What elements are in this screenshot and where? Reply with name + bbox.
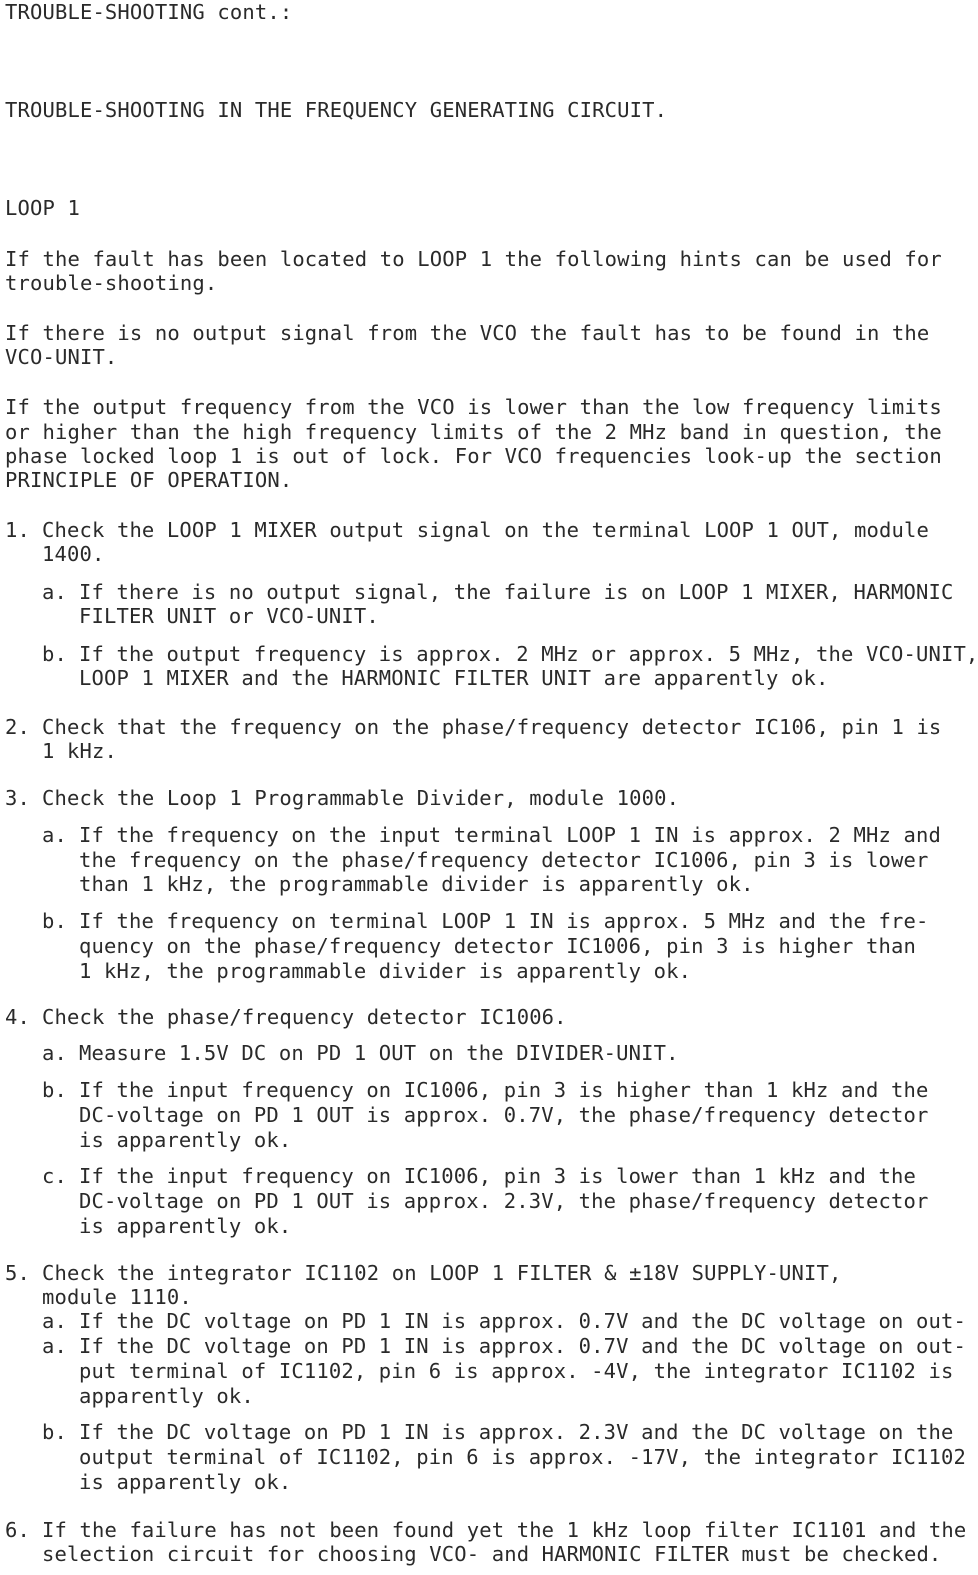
substep-line: the frequency on the phase/frequency detector IC1006, pin 3 is lower xyxy=(79,848,929,872)
step-number: 2. xyxy=(5,715,30,739)
substep-line: If the frequency on the input terminal LOOP 1 IN is approx. 2 MHz and xyxy=(79,823,941,847)
substep-line: put terminal of IC1102, pin 6 is approx. -4V, the integrator IC1102 is xyxy=(79,1359,954,1383)
step-number: 5. xyxy=(5,1261,30,1285)
substep-label: a. xyxy=(42,580,67,604)
substep-line: FILTER UNIT or VCO-UNIT. xyxy=(79,604,379,628)
substep-line: is apparently ok. xyxy=(79,1470,292,1494)
paragraph-line: If the output frequency from the VCO is lower than the low frequency limits xyxy=(5,395,942,419)
substep-line: LOOP 1 MIXER and the HARMONIC FILTER UNIT are apparently ok. xyxy=(79,666,829,690)
paragraph-line: If the fault has been located to LOOP 1 the following hints can be used for xyxy=(5,247,942,271)
substep-line: than 1 kHz, the programmable divider is apparently ok. xyxy=(79,872,754,896)
document-title: TROUBLE-SHOOTING IN THE FREQUENCY GENERATING CIRCUIT. xyxy=(5,98,668,122)
substep-line: DC-voltage on PD 1 OUT is approx. 0.7V, the phase/frequency detector xyxy=(79,1103,929,1127)
substep-label: b. xyxy=(42,1420,67,1444)
substep-line: If the DC voltage on PD 1 IN is approx. 2.3V and the DC voltage on the xyxy=(79,1420,954,1444)
paragraph-line: phase locked loop 1 is out of lock. For VCO frequencies look-up the section xyxy=(5,444,942,468)
paragraph-line: VCO-UNIT. xyxy=(5,345,118,369)
substep-label: a. xyxy=(42,1041,67,1065)
substep-line: If the output frequency is approx. 2 MHz or approx. 5 MHz, the VCO-UNIT, xyxy=(79,642,978,666)
substep-label: a. xyxy=(42,1309,67,1333)
substep-line: 1 kHz, the programmable divider is apparently ok. xyxy=(79,959,692,983)
substep-label: a. xyxy=(42,823,67,847)
substep-line: If the input frequency on IC1006, pin 3 is lower than 1 kHz and the xyxy=(79,1164,916,1188)
substep-line: is apparently ok. xyxy=(79,1214,292,1238)
substep-line: quency on the phase/frequency detector IC1006, pin 3 is higher than xyxy=(79,934,916,958)
page-header: TROUBLE-SHOOTING cont.: xyxy=(5,0,293,24)
step-line: Check the LOOP 1 MIXER output signal on the terminal LOOP 1 OUT, module xyxy=(42,518,929,542)
substep-line: is apparently ok. xyxy=(79,1128,292,1152)
paragraph-line: trouble-shooting. xyxy=(5,271,218,295)
substep-label: c. xyxy=(42,1164,67,1188)
substep-line: DC-voltage on PD 1 OUT is approx. 2.3V, the phase/frequency detector xyxy=(79,1189,929,1213)
step-line: module 1110. xyxy=(42,1285,192,1309)
substep-line: If there is no output signal, the failure is on LOOP 1 MIXER, HARMONIC xyxy=(79,580,954,604)
step-number: 3. xyxy=(5,786,30,810)
step-line: Check the Loop 1 Programmable Divider, module 1000. xyxy=(42,786,680,810)
step-line: 1400. xyxy=(42,542,105,566)
step-line: Check that the frequency on the phase/frequency detector IC106, pin 1 is xyxy=(42,715,942,739)
substep-label: a. xyxy=(42,1334,67,1358)
step-line: selection circuit for choosing VCO- and HARMONIC FILTER must be checked. xyxy=(42,1542,942,1566)
paragraph-line: or higher than the high frequency limits of the 2 MHz band in question, the xyxy=(5,420,942,444)
substep-line: If the frequency on terminal LOOP 1 IN is approx. 5 MHz and the fre- xyxy=(79,909,929,933)
step-line: Check the phase/frequency detector IC1006. xyxy=(42,1005,567,1029)
substep-label: b. xyxy=(42,1078,67,1102)
substep-line: output terminal of IC1102, pin 6 is approx. -17V, the integrator IC1102 xyxy=(79,1445,966,1469)
step-number: 1. xyxy=(5,518,30,542)
step-line: If the failure has not been found yet the 1 kHz loop filter IC1101 and the xyxy=(42,1518,967,1542)
step-number: 6. xyxy=(5,1518,30,1542)
substep-label: b. xyxy=(42,642,67,666)
substep-line: If the input frequency on IC1006, pin 3 is higher than 1 kHz and the xyxy=(79,1078,929,1102)
substep-line: Measure 1.5V DC on PD 1 OUT on the DIVIDER-UNIT. xyxy=(79,1041,679,1065)
step-number: 4. xyxy=(5,1005,30,1029)
paragraph-line: PRINCIPLE OF OPERATION. xyxy=(5,468,293,492)
substep-line: If the DC voltage on PD 1 IN is approx. 0.7V and the DC voltage on out- xyxy=(79,1334,966,1358)
step-line: Check the integrator IC1102 on LOOP 1 FILTER & ±18V SUPPLY-UNIT, xyxy=(42,1261,842,1285)
section-heading: LOOP 1 xyxy=(5,196,80,220)
step-line: 1 kHz. xyxy=(42,739,117,763)
substep-line: apparently ok. xyxy=(79,1384,254,1408)
substep-line: If the DC voltage on PD 1 IN is approx. 0.7V and the DC voltage on out- xyxy=(79,1309,966,1333)
substep-label: b. xyxy=(42,909,67,933)
paragraph-line: If there is no output signal from the VCO the fault has to be found in the xyxy=(5,321,930,345)
